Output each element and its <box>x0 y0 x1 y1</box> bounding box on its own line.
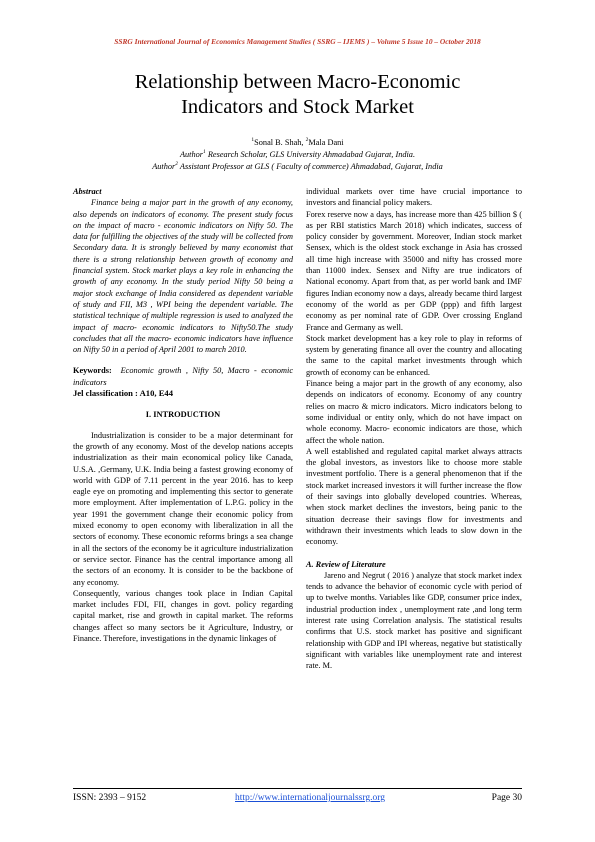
intro-paragraph-3: Forex reserve now a days, has increase more than 425 billion $ ( as per RBI statistics March 2018) which indicates, success of policy consider by government. Moreover, Indian stock market Sensex, which is the oldest stock exchange in Asia has crossed all time high increase with 35000 and nifty has crossed more than 11000 index. Sensex and Nifty are true indicators of National economy. Apart from that, as per world bank and IMF figures Indian economy now a days, already became third largest economy of the world as per GDP (ppp) and fifth largest economy as per nominal rate of GDP. Over crossing England France and Germany as well. <box>306 209 522 332</box>
affiliation-1-text: Research Scholar, GLS University Ahmadabad Gujarat, India. <box>205 150 416 159</box>
journal-header: SSRG International Journal of Economics Management Studies ( SSRG – IJEMS ) – Volume 5 Issue 10 – October 2018 <box>114 37 481 46</box>
section-heading-introduction: I. INTRODUCTION <box>145 410 221 420</box>
affiliation-1-sup: 1 <box>203 149 206 156</box>
review-paragraph-1: Jareno and Negrut ( 2016 ) analyze that stock market index tends to advance the behavior of economic cycle with period of up to twelve months. Variables like GDP, consumer price index, industrial production index , unemployment rate ,and long term interest rate using Correlation analysis. The statistical results confirms that U.S. stock market has positive and significant relationship with GDP and IPI whereas, negative but statistically significant with variables like unemployment rate and interest rate. M. <box>306 570 522 671</box>
footer-divider <box>73 788 522 789</box>
intro-paragraph-2-continued: individual markets over time have crucial importance to investors and financial policy makers. <box>306 187 522 208</box>
author-block <box>40 137 555 173</box>
keywords-label: Keywords <box>73 366 109 376</box>
keywords: Keywords: Economic growth , Nifty 50, Macro - economic indicators <box>73 366 294 387</box>
footer-page-number: Page 30 <box>491 793 522 803</box>
affiliation-2-sup: 2 <box>175 161 178 168</box>
affiliation-1 <box>40 149 555 161</box>
author-2-sup: 2 <box>305 137 309 144</box>
left-column <box>73 186 293 644</box>
abstract-heading: Abstract <box>73 187 102 196</box>
title-line-2: Indicators and Stock Market <box>181 96 414 118</box>
affiliation-1-pre: Author <box>179 150 204 159</box>
author-2-name: Mala Dani <box>308 138 344 147</box>
keywords-text: Economic growth , Nifty 50, Macro - economic indicators <box>73 366 294 387</box>
intro-paragraph-6: A well established and regulated capital market always attracts the global investors, as investors like to choose more stable investment portfolio. There is a general phenomenon that if the stock market increased investors it will further increase the flow of their savings into globally developed countries. Whereas, when stock market declines the investors, being panic to the situation decrease their savings flow for investments and withdrawn their investments which leads to slow down in the economy. <box>306 446 522 547</box>
title-line-1: Relationship between Macro-Economic <box>134 71 461 93</box>
intro-paragraph-5: Finance being a major part in the growth of any economy, also depends on indicators of economy. Economy of any country relies on macro & micro indicators. Micro indicators belong to some individual or entity only, which do not have impact on whole economy. Macro- economic indicators are those, which affect the whole nation. <box>306 379 522 445</box>
right-column <box>306 186 522 671</box>
jel-classification: Jel classification : A10, E44 <box>73 388 174 399</box>
affiliation-2-pre: Author <box>152 162 176 171</box>
author-names <box>40 137 555 149</box>
affiliation-2 <box>40 161 555 173</box>
affiliation-2-text: Assistant Professor at GLS ( Faculty of commerce) Ahmadabad, Gujarat, India <box>178 162 443 171</box>
author-1-name: Sonal B. Shah, <box>254 138 306 147</box>
intro-paragraph-4: Stock market development has a key role to play in reforms of system by generating finance all over the country and allocating the same to the capital market investments through which growth of economy can be enhanced. <box>306 333 522 377</box>
footer-journal-link[interactable]: http://www.internationaljournalssrg.org <box>235 793 385 803</box>
intro-paragraph-1: Industrialization is consider to be a major determinant for the growth of any economy. Most of the develop nations accepts industrialization as their main economical policy like Canada, U.S.A. ,Germany, U.K. India being a fastest growing economy of world with GDP of 7.11 percent in the year 2016. has to keep eagle eye on promoting and implementing this sector to generate more employment. After implementation of L.P.G. policy in the year 1991 the government change their economic policy from mixed economy to open economy with liberalization in all the sectors of economy. These economic reforms brings a sea change in all the sectors of the economy be it agriculture industrialization or service sector. Finance has the central importance among all the sectors of an economy. It is consider to be the backbone of any economy. <box>73 430 293 587</box>
intro-paragraph-2: Consequently, various changes took place in Indian Capital market includes FDI, FII, changes in govt. policy regarding capital market, rise and growth in capital market. The reforms changes affect so many sectors be it Agriculture, Industry, or Finance. Therefore, investigations in the dynamic linkages of <box>73 588 293 643</box>
paper-title <box>40 70 555 120</box>
review-heading: A. Review of Literature <box>306 559 386 569</box>
abstract-text: Finance being a major part in the growth of any economy, also depends on indicators of economy. The present study focus on the impact of macro - economic indicators on Nifty 50. The data for fulfilling the objectives of the study will be collected from Secondary data. It is strongly believed by many economist that there is a strong relationship between growth of economy and financial system. Stock market plays a key role in enhancing the growth of any economy. In the study period Nifty 50 being a major stock exchange of India considered as dependent variable of study and FII, M3 , WPI being the dependent variable. The statistical technique of multiple regression is used to analyzed the impact of macro- economic indicators to Nifty50.The study concludes that all the macro- economic indicators have influence on Nifty 50 in a period of April 2001 to march 2010. <box>73 198 293 355</box>
author-1-sup: 1 <box>251 137 255 144</box>
footer-issn: ISSN: 2393 – 9152 <box>73 793 147 803</box>
